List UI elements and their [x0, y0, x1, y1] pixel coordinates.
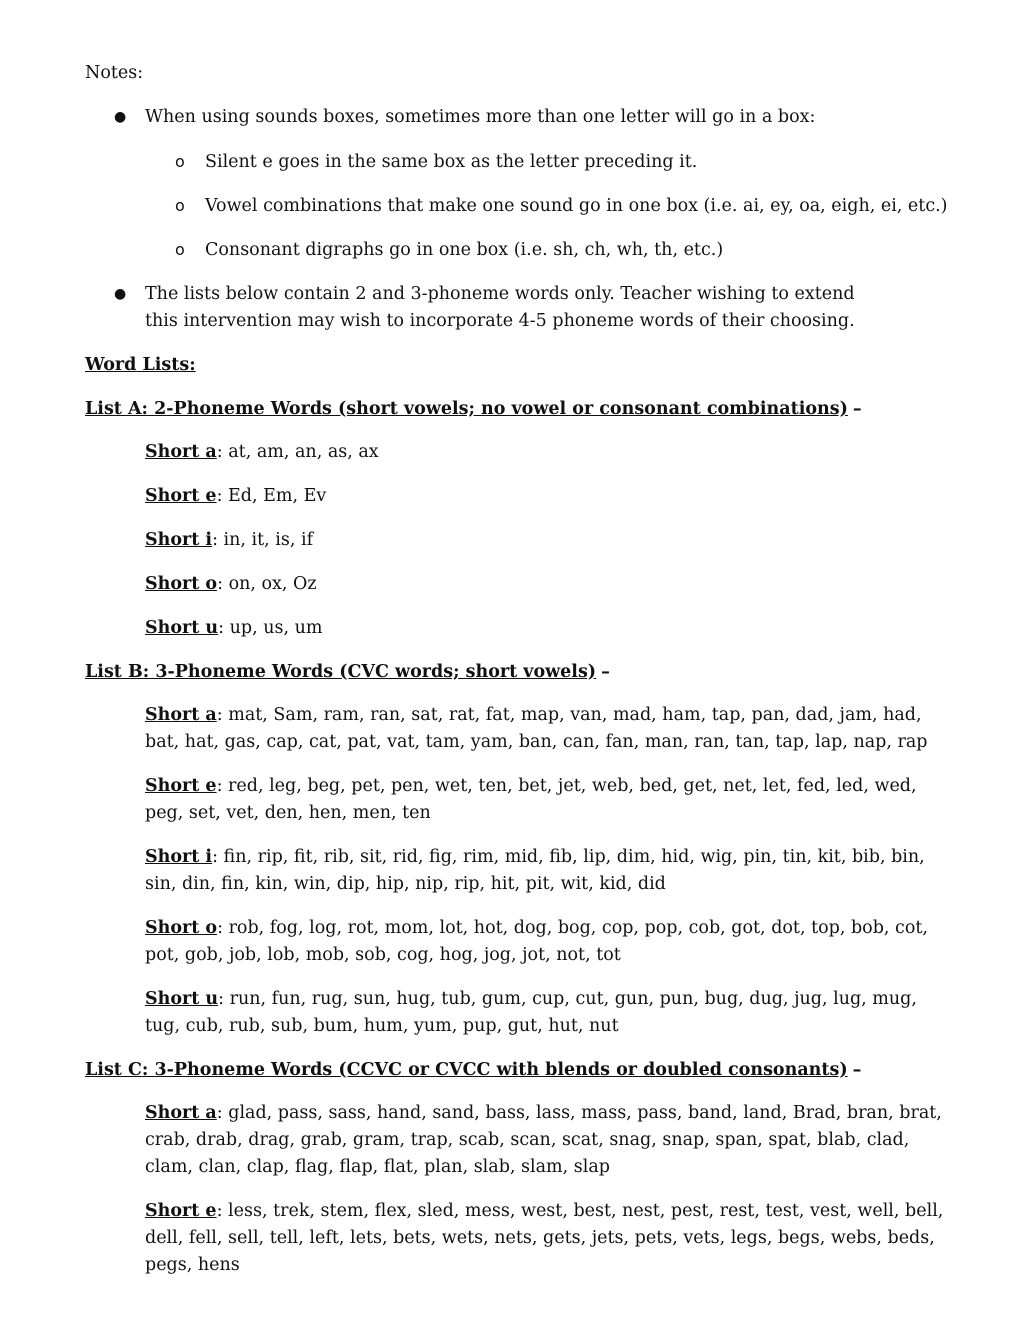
bullet-item	[114, 104, 945, 131]
list-c-entry	[145, 1100, 945, 1181]
word-list: : in, it, is, if	[212, 530, 314, 550]
bullet-text: When using sounds boxes, sometimes more than one letter will go in a box:	[145, 107, 816, 127]
word-list: : up, us, um	[218, 618, 323, 638]
sub-bullet-item	[175, 195, 965, 217]
vowel-label: Short i	[145, 847, 213, 867]
sub-bullet-text: Silent e goes in the same box as the letter preceding it.	[205, 152, 698, 172]
circle-bullet-icon: o	[175, 196, 185, 215]
list-c-heading: List C: 3-Phoneme Words (CCVC or CVCC with blends or doubled consonants) –	[85, 1060, 862, 1080]
vowel-label: Short a	[145, 442, 217, 462]
list-b-entry	[145, 844, 945, 898]
list-a-heading: List A: 2-Phoneme Words (short vowels; no vowel or consonant combinations) –	[85, 399, 862, 419]
heading-dash: –	[601, 662, 610, 682]
vowel-label: Short e	[145, 1201, 217, 1221]
sub-bullet-item	[175, 239, 965, 261]
word-list: : on, ox, Oz	[217, 574, 317, 594]
list-a-entry	[145, 483, 945, 510]
word-list: : at, am, an, as, ax	[216, 442, 379, 462]
list-b-entry	[145, 986, 945, 1040]
sub-bullet-text: Consonant digraphs go in one box (i.e. sh, ch, wh, th, etc.)	[205, 240, 724, 260]
vowel-label: Short e	[145, 776, 217, 796]
word-list: : mat, Sam, ram, ran, sat, rat, fat, map, van, mad, ham, tap, pan, dad, jam, had, bat, hat, gas, cap, cat, pat, vat, tam, yam, ban, can, fan, man, ran, tan, tap, lap, nap, rap	[145, 705, 928, 752]
bullet-item	[114, 281, 890, 335]
list-a-entry	[145, 571, 945, 598]
list-b-entry	[145, 773, 945, 827]
list-b-heading: List B: 3-Phoneme Words (CVC words; short vowels) –	[85, 662, 610, 682]
word-list: : fin, rip, fit, rib, sit, rid, fig, rim, mid, fib, lip, dim, hid, wig, pin, tin, kit, bib, bin, sin, din, fin, kin, win, dip, hip, nip, rip, hit, pit, wit, kid, did	[145, 847, 925, 894]
vowel-label: Short o	[145, 574, 218, 594]
word-list: : run, fun, rug, sun, hug, tub, gum, cup, cut, gun, pun, bug, dug, jug, lug, mug, tug, cub, rub, sub, bum, hum, yum, pup, gut, hut, nut	[145, 989, 917, 1036]
word-list: : Ed, Em, Ev	[216, 486, 327, 506]
list-a-entry	[145, 527, 945, 554]
vowel-label: Short a	[145, 1103, 217, 1123]
heading-dash: –	[852, 399, 862, 419]
word-lists-heading: Word Lists:	[85, 355, 196, 375]
list-c-entry	[145, 1198, 945, 1279]
word-list: : red, leg, beg, pet, pen, wet, ten, bet, jet, web, bed, get, net, let, fed, led, wed, peg, set, vet, den, hen, men, ten	[145, 776, 917, 823]
vowel-label: Short u	[145, 989, 219, 1009]
list-b-entry	[145, 702, 945, 756]
vowel-label: Short u	[145, 618, 219, 638]
word-list: : glad, pass, sass, hand, sand, bass, lass, mass, pass, band, land, Brad, bran, brat, crab, drab, drag, grab, gram, trap, scab, scan, scat, snag, snap, span, spat, blab, clad, clam, clan, clap, flag, flap, flat, plan, slab, slam, slap	[145, 1103, 942, 1177]
word-list: : less, trek, stem, flex, sled, mess, west, best, nest, pest, rest, test, vest, well, bell, dell, fell, sell, tell, left, lets, bets, wets, nets, gets, jets, pets, vets, legs, begs, webs, beds, pegs, hens	[145, 1201, 944, 1275]
sub-bullet-item	[175, 151, 965, 173]
circle-bullet-icon: o	[175, 240, 185, 259]
list-b-entry	[145, 915, 945, 969]
bullet-text: The lists below contain 2 and 3-phoneme words only. Teacher wishing to extend this intervention may wish to incorporate 4-5 phoneme words of their choosing.	[145, 284, 855, 331]
list-a-entry	[145, 615, 945, 642]
circle-bullet-icon: o	[175, 152, 185, 171]
heading-dash: –	[852, 1060, 862, 1080]
sub-bullet-text: Vowel combinations that make one sound go in one box (i.e. ai, ey, oa, eigh, ei, etc.)	[205, 196, 948, 216]
vowel-label: Short i	[145, 530, 213, 550]
notes-label: Notes:	[85, 63, 144, 83]
vowel-label: Short a	[145, 705, 217, 725]
bullet-icon: ●	[114, 109, 127, 125]
list-a-entry	[145, 439, 945, 466]
bullet-icon: ●	[114, 286, 127, 302]
vowel-label: Short e	[145, 486, 217, 506]
vowel-label: Short o	[145, 918, 218, 938]
word-list: : rob, fog, log, rot, mom, lot, hot, dog, bog, cop, pop, cob, got, dot, top, bob, cot, pot, gob, job, lob, mob, sob, cog, hog, jog, jot, not, tot	[145, 918, 928, 965]
